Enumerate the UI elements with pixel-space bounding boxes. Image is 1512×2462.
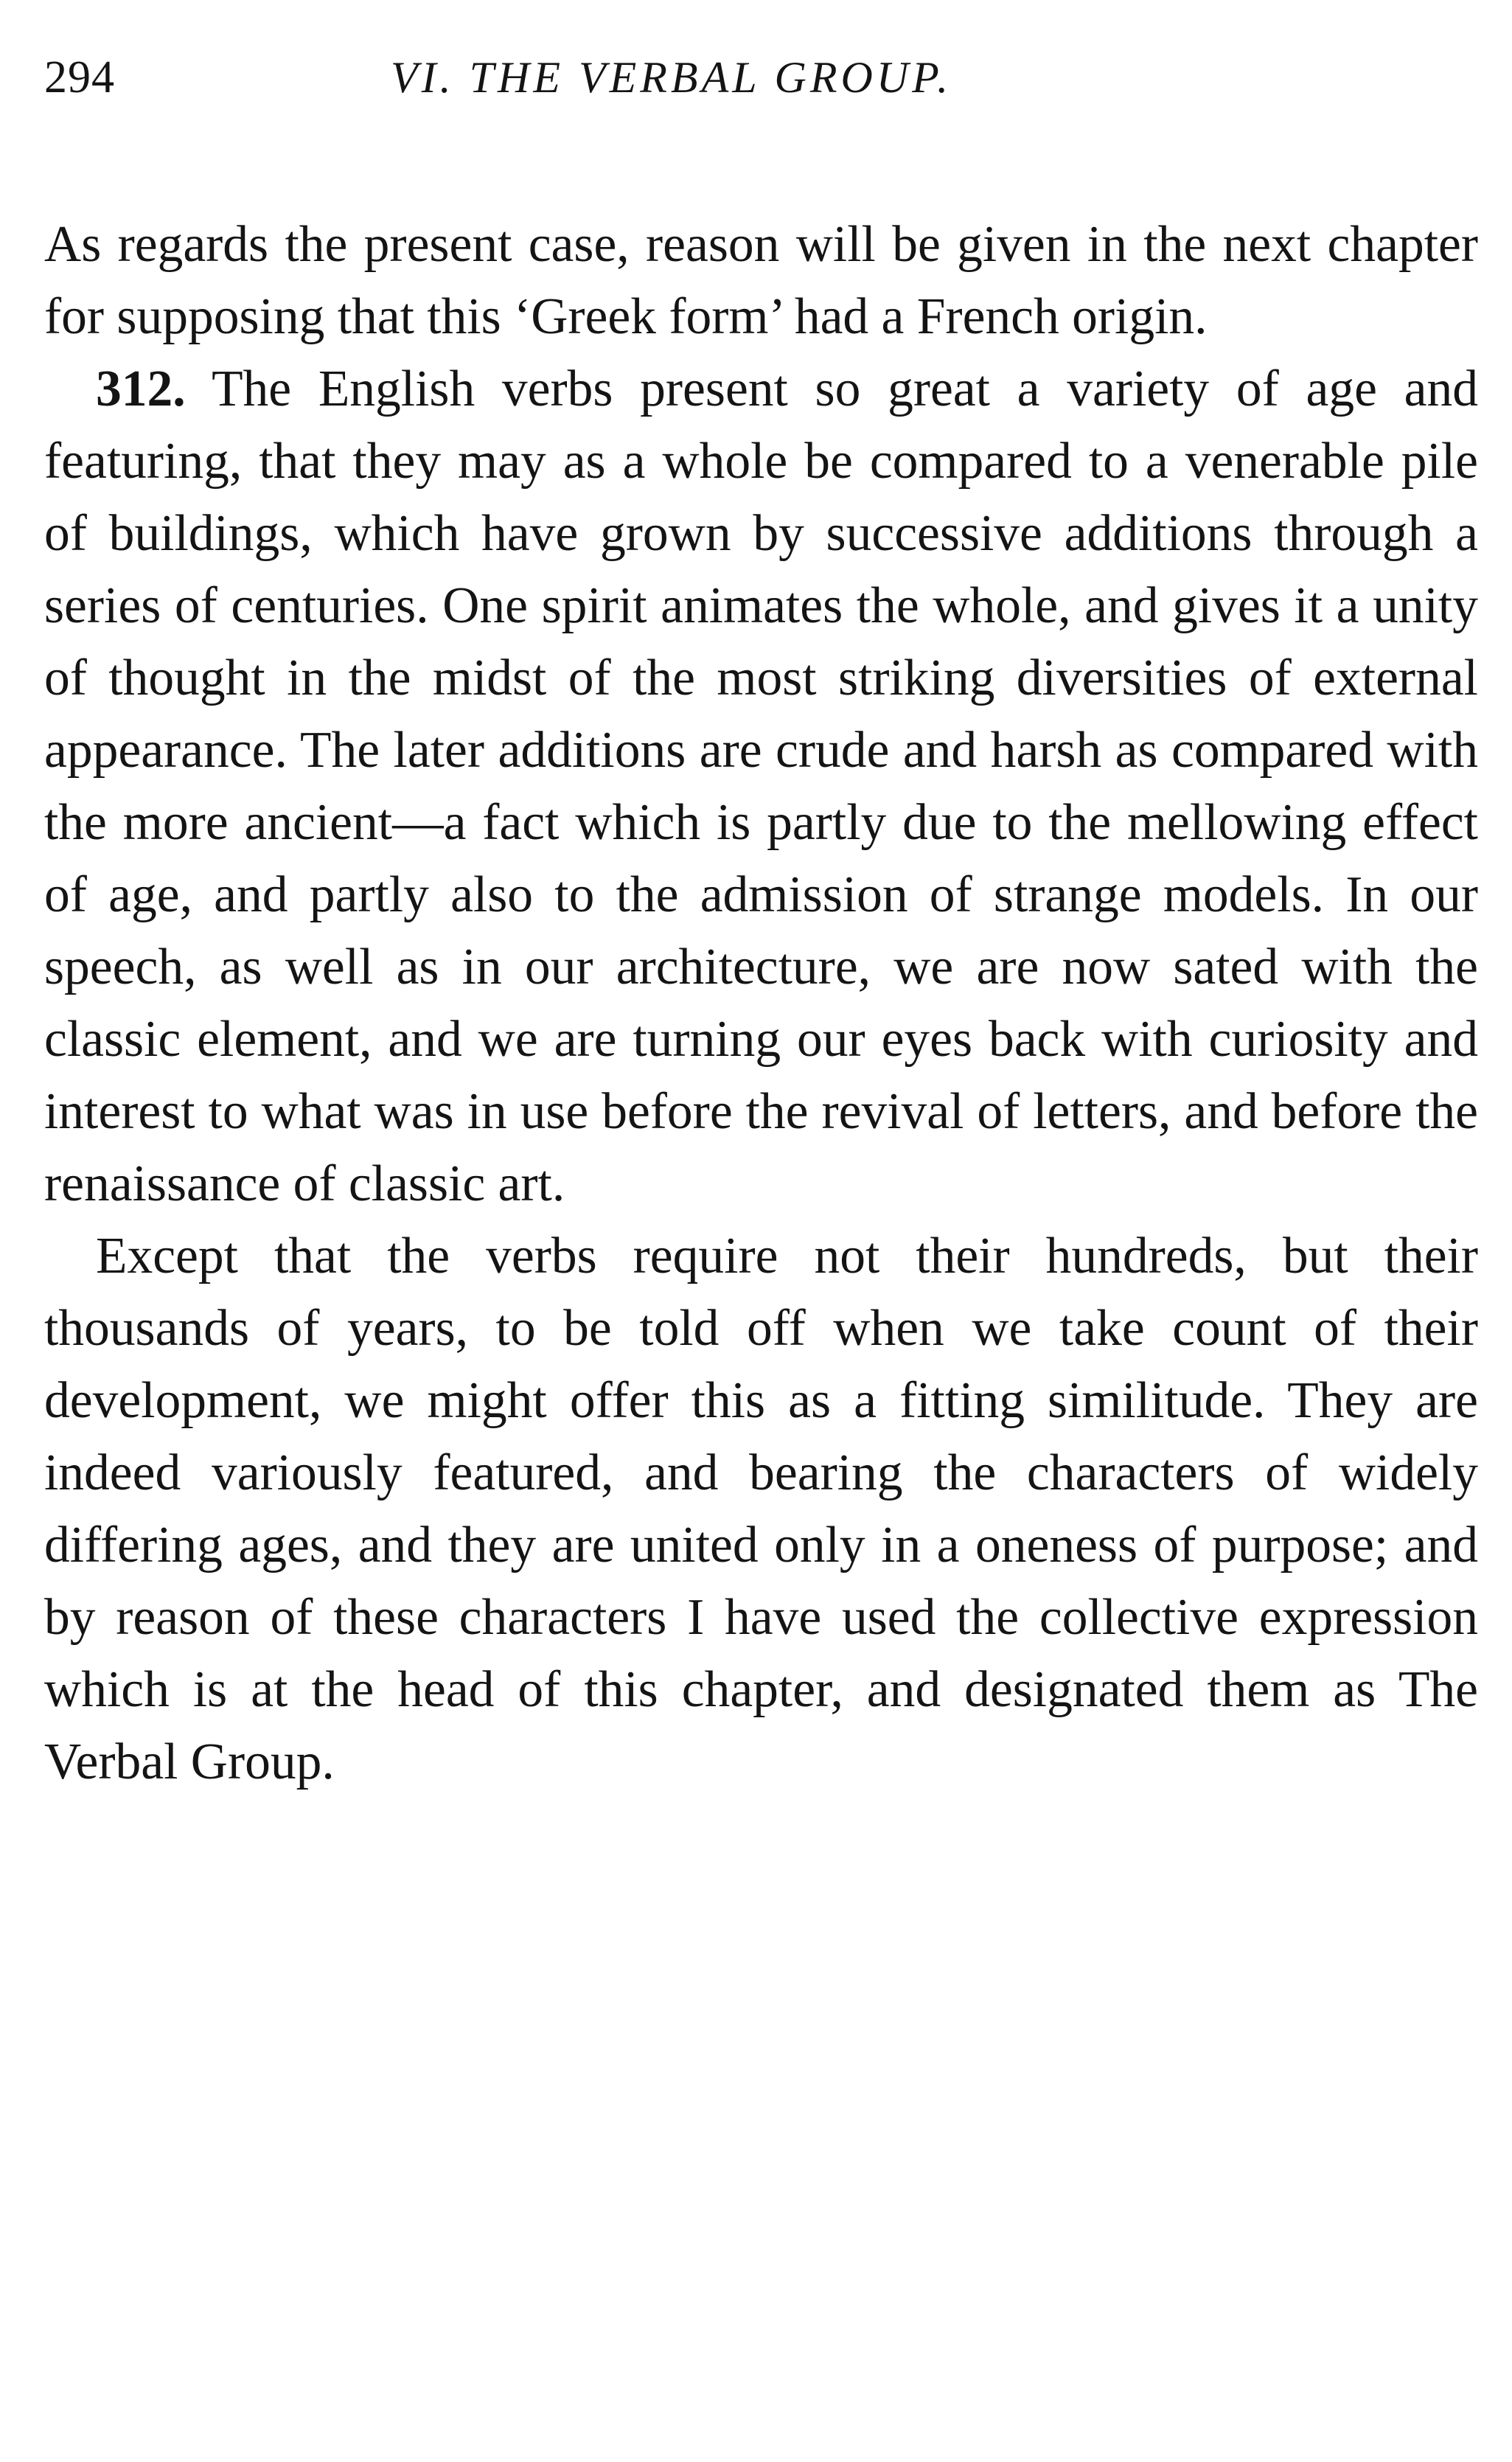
running-head: VI. THE VERBAL GROUP. <box>391 53 952 102</box>
page-header <box>44 41 1478 122</box>
body-text <box>44 209 1478 1798</box>
paragraph-text: As regards the present case, reason will be given in the next chapter for supposing that this ‘Greek form’ had a French origin. <box>44 216 1478 345</box>
section-number: 312. <box>96 361 186 417</box>
book-page <box>44 41 1478 1798</box>
paragraph-section-312 <box>44 353 1478 1220</box>
paragraph-text: The English verbs present so great a variety of age and featuring, that they may as a whole be compared to a venerable pile of buildings, which have grown by successive additions through a series of centuries. One spirit animates the whole, and gives it a unity of thought in the midst of the most striking diversities of external appearance. The later additions are crude and harsh as compared with the more ancient—a fact which is partly due to the mellowing effect of age, and partly also to the admission of strange models. In our speech, as well as in our architecture, we are now sated with the classic element, and we are turning our eyes back with curiosity and interest to what was in use before the revival of letters, and before the renaissance of classic art. <box>44 361 1478 1212</box>
paragraph-except <box>44 1220 1478 1798</box>
paragraph-text: Except that the verbs require not their hundreds, but their thousands of years, to be told off when we take count of their development, we might offer this as a fitting similitude. They are indeed variously featured, and bearing the characters of widely differing ages, and they are united only in a oneness of purpose; and by reason of these characters I have used the collective expression which is at the head of this chapter, and designated them as The Verbal Group. <box>44 1228 1478 1790</box>
page-number: 294 <box>44 52 115 102</box>
paragraph-continuation <box>44 209 1478 353</box>
